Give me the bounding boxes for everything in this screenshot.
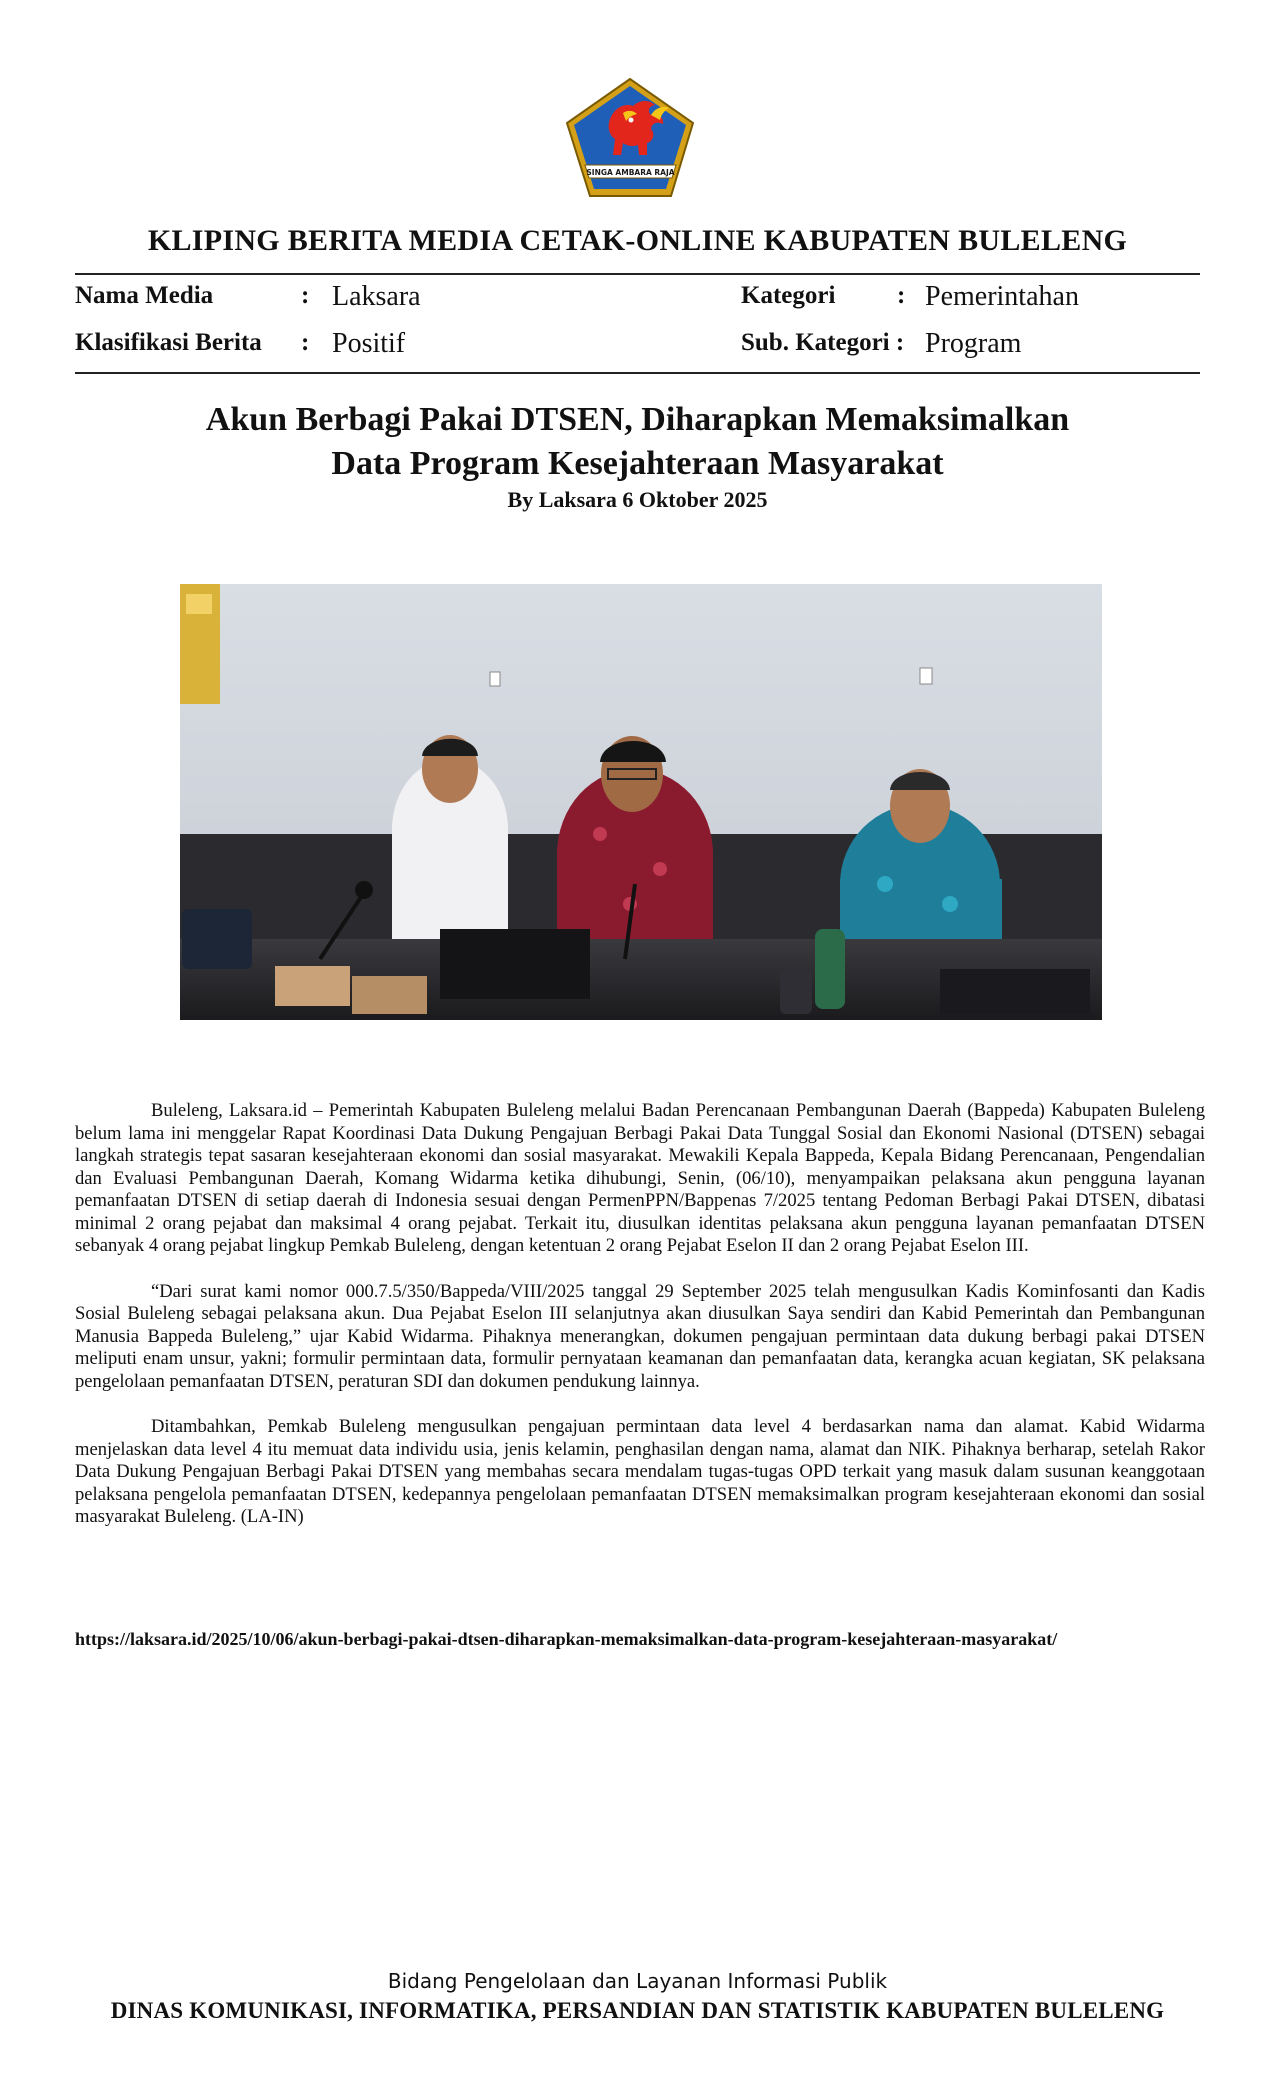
article-paragraph: Buleleng, Laksara.id – Pemerintah Kabupaten Buleleng melalui Badan Perencanaan Pembangunan Daerah (Bappeda) Kabupaten Buleleng belum lama ini menggelar Rapat Koordinasi Data Dukung Pengajuan Berbagi Pakai Data Tunggal Sosial dan Ekonomi Nasional (DTSEN) sebagai langkah strategis tepat sasaran kesejahteraan ekonomi dan sosial masyarakat. Mewakili Kepala Bappeda, Kepala Bidang Perencanaan, Pengendalian dan Evaluasi Pembangunan Daerah, Komang Widarma ketika dihubungi, Senin, (06/10), menyampaikan pelaksana akun pengguna layanan pemanfaatan DTSEN di setiap daerah di Indonesia sesuai dengan PermenPPN/Bappenas 7/2025 tentang Pedoman Berbagi Pakai DTSEN, dibatasi minimal 2 orang pejabat dan maksimal 4 orang pejabat. Terkait itu, diusulkan identitas pelaksana akun pengguna layanan pemanfaatan DTSEN sebanyak 4 orang pejabat lingkup Pemkab Buleleng, dengan ketentuan 2 orang Pejabat Eselon II dan 2 orang Pejabat Eselon III. [75,1100,1205,1256]
headline-line-2: Data Program Kesejahteraan Masyarakat [331,445,944,482]
header-divider-top [75,273,1200,275]
subkategori-label: Sub. Kategori : [741,329,905,356]
kategori-label: Kategori [741,282,836,309]
subkategori-value: Program [925,328,1022,359]
klasifikasi-value: Positif [332,328,406,359]
media-label: Nama Media [75,282,214,309]
kategori-colon: : [897,282,906,309]
footer-department: Bidang Pengelolaan dan Layanan Informasi Publik [387,1969,888,1993]
clipping-header-title: KLIPING BERITA MEDIA CETAK-ONLINE KABUPATEN BULELENG [147,224,1128,257]
article-headline [75,398,1200,486]
kategori-value: Pemerintahan [925,281,1079,312]
footer-agency: DINAS KOMUNIKASI, INFORMATIKA, PERSANDIAN DAN STATISTIK KABUPATEN BULELENG [110,1998,1165,2023]
media-value: Laksara [332,281,421,312]
klasifikasi-colon: : [301,329,310,356]
headline-line-1: Akun Berbagi Pakai DTSEN, Diharapkan Memaksimalkan [205,401,1070,438]
crest-motto-text: SINGA AMBARA RAJA [586,168,675,177]
article-byline: By Laksara 6 Oktober 2025 [507,487,768,512]
buleleng-regency-crest-icon [563,75,698,200]
source-link[interactable]: https://laksara.id/2025/10/06/akun-berbagi-pakai-dtsen-diharapkan-memaksimalkan-data-program-kesejahteraan-masyarakat/ [75,1629,1058,1649]
article-paragraph: “Dari surat kami nomor 000.7.5/350/Bappeda/VIII/2025 tanggal 29 September 2025 telah mengusulkan Kadis Kominfosanti dan Kadis Sosial Buleleng sebagai pelaksana akun. Dua Pejabat Eselon III selanjutnya akan diusulkan Saya sendiri dan Kabid Pemerintah dan Pembangunan Manusia Bappeda Buleleng,” ujar Kabid Widarma. Pihaknya menerangkan, dokumen pengajuan permintaan data dukung berbagi pakai DTSEN meliputi enam unsur, yakni; formulir permintaan data, formulir pernyataan keamanan dan pemanfaatan data, kerangka acuan kegiatan, SK pelaksana pengelolaan pemanfaatan DTSEN, peraturan SDI dan dokumen pendukung lainnya. [75,1280,1205,1392]
media-colon: : [301,282,310,309]
meeting-photo-icon [180,584,1102,1020]
article-paragraph: Ditambahkan, Pemkab Buleleng mengusulkan pengajuan permintaan data level 4 berdasarkan nama dan alamat. Kabid Widarma menjelaskan data level 4 itu memuat data individu usia, jenis kelamin, penghasilan dengan nama, alamat dan NIK. Pihaknya berharap, setelah Rakor Data Dukung Pengajuan Berbagi Pakai DTSEN yang membahas secara mendalam tugas-tugas OPD terkait yang masuk dalam susunan keanggotaan pelaksana pengelola pemanfaatan DTSEN, kedepannya pengelolaan pemanfaatan DTSEN memaksimalkan program kesejahteraan ekonomi dan sosial masyarakat Buleleng. (LA-IN) [75,1416,1205,1527]
header-divider-bottom [75,372,1200,374]
klasifikasi-label: Klasifikasi Berita [75,329,262,356]
article-body [75,1100,1205,1552]
